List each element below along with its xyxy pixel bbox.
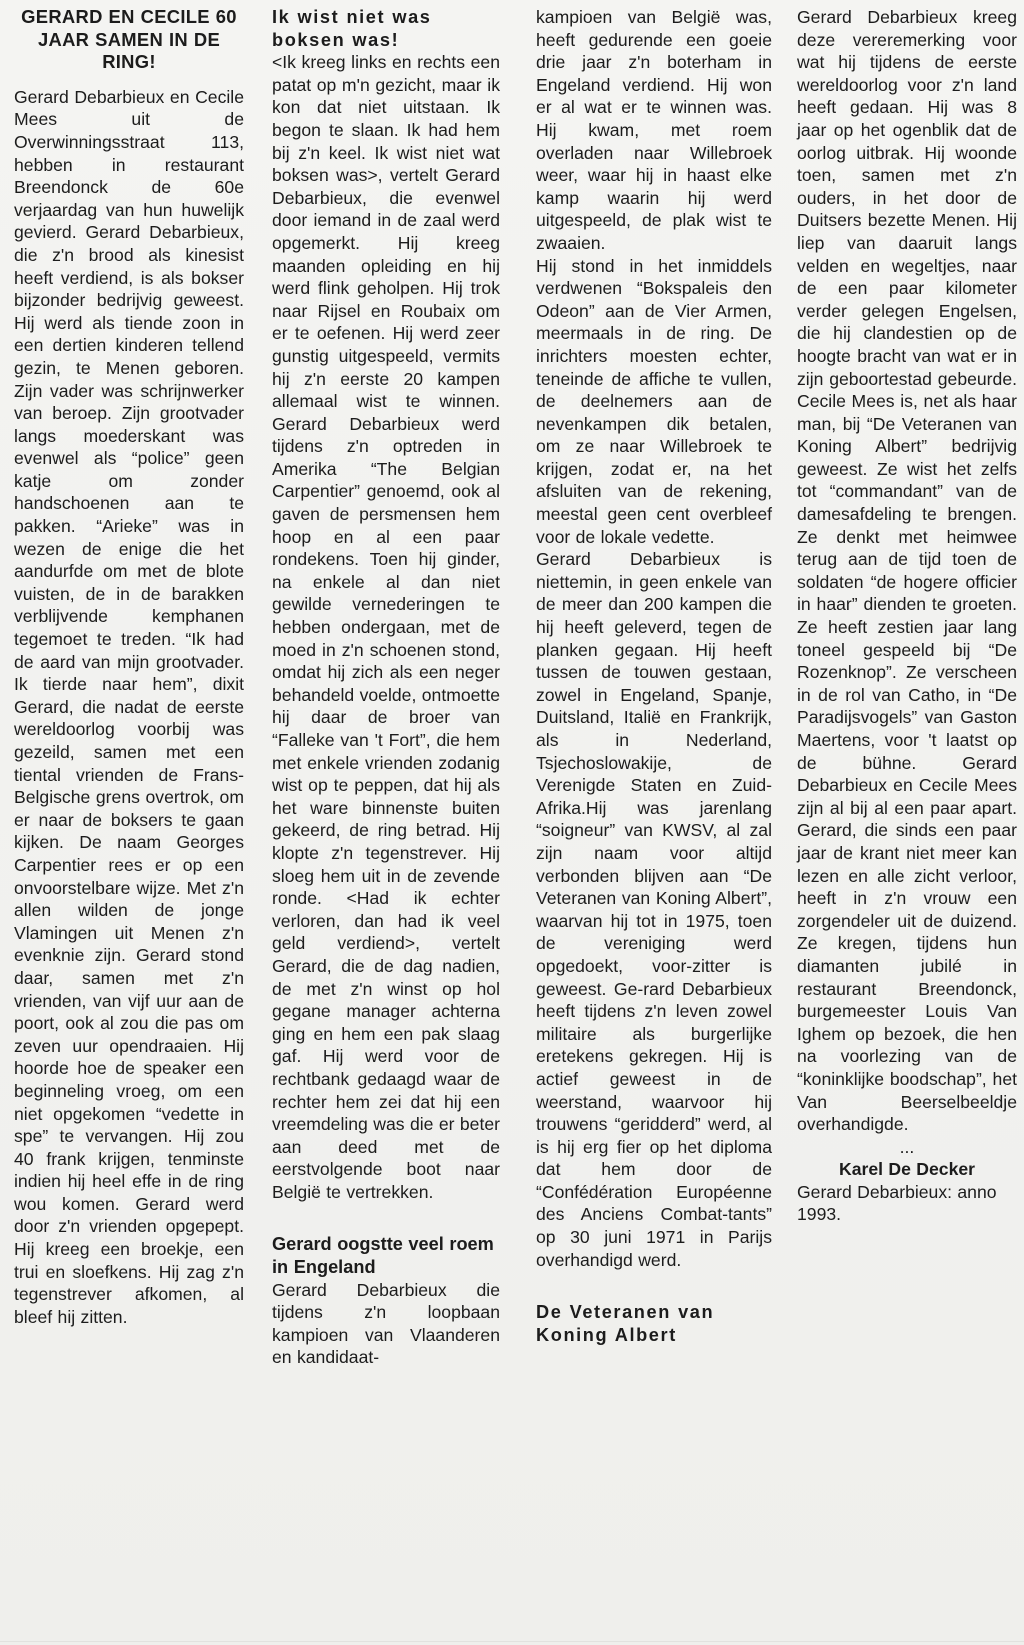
column-2 [272,6,500,1369]
column-3 [536,6,772,1346]
column-3-text-2: Hij stond in het inmiddels verdwenen “Bokspaleis den Odeon” aan de Vier Armen, meermaals in de ring. De inrichters moesten echter, teneinde de affiche te vullen, de deelnemers aan de nevenkampen dik betalen, om ze naar Willebroek te krijgen, zodat er, na het afsluiten van de rekening, meestal geen cent overbleef voor de lokale vedette. [536,255,772,547]
column-3-text: kampioen van België was, heeft gedurende een goeie drie jaar z'n boterham in Engeland verdiend. Hij won er al wat er te winnen was. Hij kwam, met roem overladen naar Willebroek weer, waar hij in haast elke kamp waarin hij werd uitgespeeld, de plak wist te zwaaien. [536,7,772,253]
bottom-edge [0,1641,1024,1642]
article-headline: GERARD EN CECILE 60 JAAR SAMEN IN DE RING! [21,6,237,73]
column-1-text: Gerard Debarbieux en Cecile Mees uit de Overwinningsstraat 113, hebben in restaurant Breendonck de 60e verjaardag van hun huwelijk gevierd. Gerard Debarbieux, die z'n brood als kinesist heeft verdiend, is als bokser bijzonder bedrijvig geweest. Hij werd als tiende zoon in een dertien kinderen tellend gezin, te Menen geboren. Zijn vader was schrijnwerker van beroep. Zijn grootvader langs moederskant was evenwel als “police” geen katje om zonder handschoenen aan te pakken. “Arieke” was in wezen de enige die het aandurfde om met de blote vuisten, de in de barakken verblijvende kemphanen tegemoet te treden. “Ik had de aard van mijn grootvader. Ik tierde naar hem”, dixit Gerard, die nadat de eerste wereldoorlog voorbij was gezeild, samen met een tiental vrienden de Frans-Belgische grens overtrok, om er naar de boksers te gaan kijken. De naam Georges Carpentier rees er op een onvoorstelbare wijze. Met z'n allen wilden de jonge Vlamingen uit Menen z'n evenknie zijn. Gerard stond daar, samen met z'n vrienden, van vijf uur aan de poort, ook al zou die pas om zeven uur opendraaien. Hij hoorde hoe de speaker een beginneling vroeg, om een niet opgekomen “vedette in spe” te vervangen. Hij zou 40 frank krijgen, tenminste indien hij heel effe in de ring wou komen. Gerard werd door z'n vrienden opgepept. Hij kreeg een broekje, een trui en sloefkens. Hij zag z'n tegenstrever afkomen, al bleef hij zitten. [14,86,244,1327]
author-byline: Karel De Decker [839,1159,975,1180]
subhead-boksen: Ik wist niet was boksen was! [272,7,432,50]
column-2-text-2: Gerard Debarbieux die tijdens z'n loopbaan kampioen van Vlaanderen en kandidaat- [272,1279,500,1368]
ellipsis: ... [899,1136,915,1157]
column-3-text-3: Gerard Debarbieux is niettemin, in geen enkele van de meer dan 200 kampen die hij heeft geleverd, tegen de planken gegaan. Hij heeft tussen de touwen gestaan, zowel in Engeland, Spanje, Duitsland, Italië en Frankrijk, als in Nederland, Tsjechoslowakije, de Verenigde Staten en Zuid-Afrika.Hij was jarenlang “soigneur” van KWSV, al zal zijn naam voor altijd verbonden blijven aan “De Veteranen van Koning Albert”, waarvan hij tot in 1975, toen de vereniging werd opgedoekt, voor-zitter is geweest. Ge-rard Debarbieux heeft tijdens z'n leven zowel militaire als burgerlijke eretekens gekregen. Hij is actief geweest in de weerstand, waarvoor hij trouwens “geridderd” werd, al is hij erg fier op het diploma dat hem door de “Confédération Européenne des Anciens Combat-tants” op 30 juni 1971 in Parijs overhandigd werd. [536,549,772,1270]
column-2-text: <Ik kreeg links en rechts een patat op m'n gezicht, maar ik kon dat niet uitstaan. Ik begon te slaan. Ik had hem bij z'n keel. Ik wist niet wat boksen was>, vertelt Gerard Debarbieux, die evenwel door iemand in de zaal werd opgemerkt. Hij kreeg maanden opleiding en hij werd flink geholpen. Hij trok naar Rijsel en Roubaix om er te oefenen. Hij werd zeer gunstig uitgespeeld, vermits hij z'n eerste 20 kampen allemaal wist te winnen. Gerard Debarbieux werd tijdens z'n optreden in Amerika “The Belgian Carpentier” genoemd, ook al gaven de persmensen hem hoop en al een paar rondekens. Toen hij ginder, na enkele al dan niet gewilde vernederingen te hebben ondergaan, met de moed in z'n schoenen stond, omdat hij zich als een neger behandeld voelde, ontmoette hij daar de broer van “Falleke van 't Fort”, die hem met enkele vrienden zodanig wist op te peppen, dat hij als het ware binnenste buiten gekeerd, de ring betrad. Hij klopte z'n tegenstrever. Hij sloeg hem uit in de zevende ronde. <Had ik echter verloren, dan had ik veel geld verdiend>, vertelt Gerard, die de dag nadien, de met z'n winst op hol gegane manager achterna ging en hem een pak slaag gaf. Hij werd voor de rechtbank gedaagd waar de rechter hem zei dat hij een vreemdeling was die er beter aan deed met de eerstvolgende boot naar België te vertrekken. [272,52,500,1202]
subhead-veteranen: De Veteranen van Koning Albert [536,1302,715,1345]
column-4 [797,6,1017,1226]
photo-caption: Gerard Debarbieux: anno 1993. [797,1181,997,1225]
column-1 [14,6,244,1328]
column-4-text: Gerard Debarbieux kreeg deze vereremerking voor wat hij tijdens de eerste wereldoorlog voor z'n land heeft gedaan. Hij was 8 jaar op het ogenblik dat de oorlog uitbrak. Hij woonde toen, samen met z'n ouders, in het door de Duitsers bezette Menen. Hij liep van daaruit langs velden en wegeltjes, naar de een paar kilometer verder gelegen Engelsen, die hij clandestien op de hoogte bracht van wat er in zijn geboortestad gebeurde. Cecile Mees is, net als haar man, bij “De Veteranen van Koning Albert” bedrijvig geweest. Ze wist het zelfs tot “commandant” van de damesafdeling te brengen. Ze denkt met heimwee terug aan de tijd toen de soldaten “de hogere officier in haar” dienden te groeten. Ze heeft zestien jaar lang toneel gespeeld bij “De Rozenknop”. Ze verscheen in de rol van Catho, in “De Paradijsvogels” van Gaston Maertens, voor 't laatst op de bühne. Gerard Debarbieux en Cecile Mees zijn al bij al een paar apart. Gerard, die sinds een paar jaar de krant niet meer kan lezen en alle zicht verloor, heeft in z'n vrouw een zorgendeler uit de duizend. Ze kregen, tijdens hun diamanten jubilé in restaurant Breendonck, burgemeester Louis Van Ighem op bezoek, die hen na voorlezing van de “koninklijke boodschap”, het Van Beerselbeeldje overhandigde. [797,7,1017,1135]
subhead-engeland: Gerard oogstte veel roem in Engeland [272,1234,494,1278]
